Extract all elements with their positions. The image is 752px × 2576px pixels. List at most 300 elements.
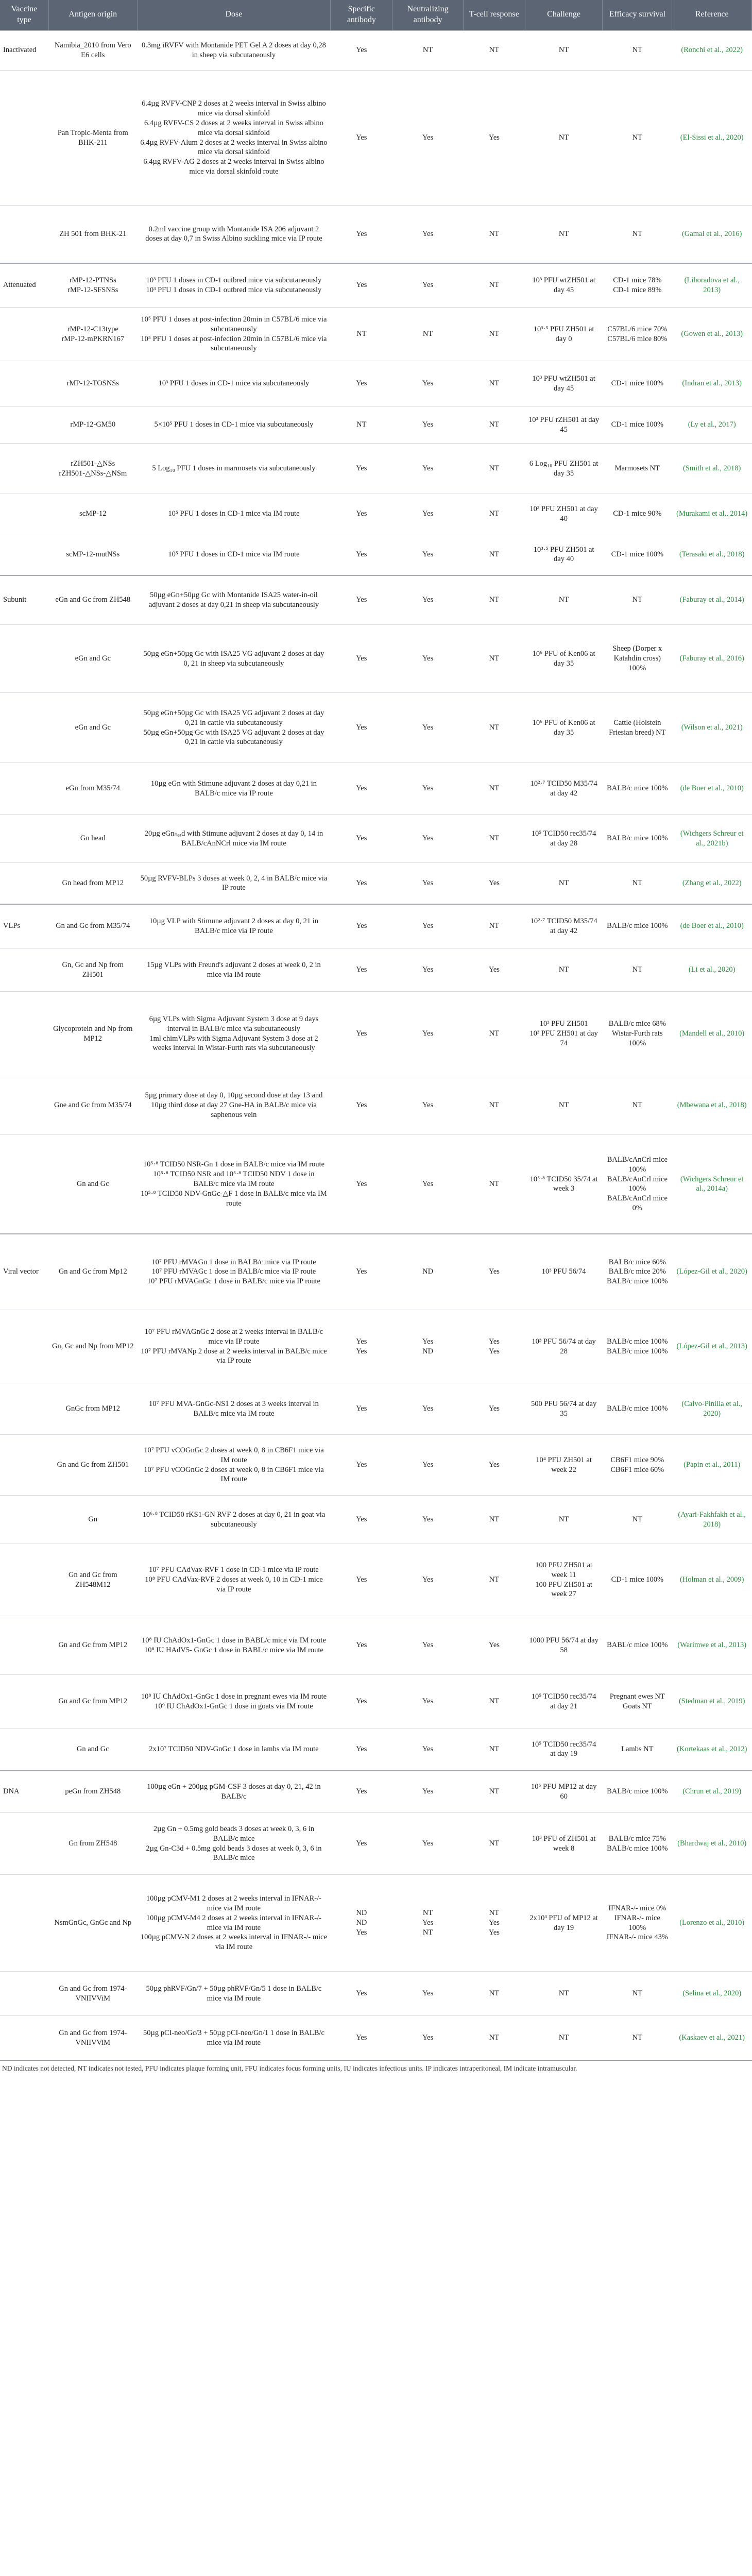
specific-antibody-line: ND [356,1909,367,1918]
table-row [0,1383,752,1435]
efficacy-survival-line: BALB/c mice 100% [607,1844,668,1853]
neutralizing-antibody-cell [392,494,463,534]
efficacy-survival-line: NT [632,965,642,974]
antigen-origin-cell [48,2016,137,2060]
t-cell-response-cell [463,308,525,361]
table-row [0,1076,752,1135]
dose-line: 0.2ml vaccine group with Montanide ISA 206 adjuvant 2 doses at day 0,7 in Swiss Albino suckling mice via IP route [145,225,322,243]
t-response-cell-line: Yes [488,1347,500,1355]
t-cell-response-cell [463,1496,525,1544]
neutralizing-antibody-line: Yes [422,596,434,604]
neutralizing-antibody-cell [392,948,463,992]
antigen-origin-cell [48,1771,137,1813]
efficacy-survival-cell [603,1135,672,1234]
table-row [0,494,752,534]
specific-antibody-line: Yes [356,1989,367,1998]
antigen-origin-cell [48,1675,137,1728]
t-cell-response-cell [463,361,525,406]
neutralizing-antibody-line: Yes [422,1404,434,1413]
efficacy-survival-line: Cattle (Holstein Friesian breed) NT [609,718,666,737]
vaccine-type-cell [0,361,48,406]
neutralizing-antibody-line: Yes [422,723,434,732]
challenge-cell [525,948,602,992]
neutralizing-antibody-cell [392,992,463,1076]
vaccine-type-cell [0,1435,48,1496]
specific-antibody-line: Yes [356,1179,367,1188]
efficacy-survival-line: Lambs NT [621,1744,654,1753]
dose-cell [137,30,331,71]
efficacy-survival-cell [603,693,672,763]
challenge-cell [525,992,602,1076]
challenge-cell [525,494,602,534]
neutralizing-antibody-cell [392,1383,463,1435]
neutralizing-antibody-line: Yes [422,379,434,388]
challenge-line: 10⁶ PFU of Ken06 at day 35 [532,718,595,737]
reference-line: (Gamal et al., 2016) [682,229,742,238]
efficacy-survival-line: BALB/c mice 100% [607,1337,668,1346]
challenge-line: NT [558,46,569,55]
t-response-cell-line: Yes [488,965,500,974]
reference-line: (Wichgers Schreur et al., 2014a) [680,1175,744,1193]
efficacy-survival-cell [603,1813,672,1875]
reference-line: (de Boer et al., 2010) [680,922,744,930]
challenge-line: 10⁵ TCID50 rec35/74 at day 19 [531,1740,596,1758]
efficacy-survival-cell [603,1675,672,1728]
table-row [0,263,752,308]
antigen-origin-line: peGn from ZH548 [65,1787,121,1796]
challenge-line: 10³·⁵ PFU ZH501 at day 0 [533,325,594,343]
neutralizing-antibody-line: Yes [422,965,434,974]
reference-line: (Kortekaas et al., 2012) [676,1744,747,1753]
challenge-cell [525,1435,602,1496]
neutralizing-antibody-line: ND [422,1347,434,1355]
efficacy-survival-line: BABL/c mice 100% [607,1641,668,1650]
efficacy-survival-line: Sheep (Dorper x Katahdin cross) 100% [612,645,662,673]
specific-antibody-cell [331,693,392,763]
challenge-line: 10³ PFU ZH501 at day 74 [529,1029,598,1048]
antigen-origin-cell [48,815,137,863]
dose-line: 6.4µg RVFV-AG 2 doses at 2 weeks interval in Swiss albino mice via dorsal skinfold route [143,158,324,176]
reference-line: (Kaskaev et al., 2021) [679,2033,745,2042]
t-response-cell-line: Yes [488,1337,500,1346]
specific-antibody-line: Yes [356,878,367,887]
dose-cell [137,693,331,763]
vaccine-type-cell [0,1813,48,1875]
antigen-origin-line: rMP-12-C13type [67,325,118,333]
t-response-cell-line: NT [489,1179,500,1188]
challenge-line: 10⁵·⁸ TCID50 35/74 at week 3 [529,1175,598,1193]
antigen-origin-line: ZH 501 from BHK-21 [59,229,127,238]
t-response-cell-line: NT [489,654,500,663]
challenge-line: 10³ PFU ZH501 at day 40 [529,504,598,523]
dose-line: 5µg primary dose at day 0, 10µg second dose at day 13 and 10µg third dose at day 27 Gne-HA in BALB/c mice via saphenous vein [145,1091,323,1120]
antigen-origin-cell [48,1813,137,1875]
antigen-origin-cell [48,308,137,361]
column-header: T-cell response [463,0,525,30]
vaccine-type-cell [0,763,48,815]
reference-line: (Li et al., 2020) [688,965,736,974]
efficacy-survival-cell [603,1383,672,1435]
vaccine-type-cell [0,206,48,263]
t-cell-response-cell [463,1076,525,1135]
specific-antibody-cell [331,361,392,406]
specific-antibody-line: Yes [356,654,367,663]
challenge-cell [525,263,602,308]
challenge-line: 100 PFU ZH501 at week 27 [535,1580,592,1599]
neutralizing-antibody-line: Yes [422,1461,434,1469]
antigen-origin-line: rMP-12-SFSNSs [67,285,118,294]
efficacy-survival-cell [603,1875,672,1972]
neutralizing-antibody-line: Yes [422,2033,434,2042]
t-response-cell-line: NT [489,550,500,558]
neutralizing-antibody-cell [392,1544,463,1616]
t-response-cell-line: NT [489,1697,500,1706]
neutralizing-antibody-line: Yes [422,1515,434,1524]
challenge-line: 10⁵ TCID50 rec35/74 at day 28 [531,829,596,848]
challenge-cell [525,406,602,444]
dose-cell [137,406,331,444]
antigen-origin-line: Gn and Gc [76,1179,109,1188]
dose-cell [137,1616,331,1675]
specific-antibody-line: Yes [356,1461,367,1469]
antigen-origin-line: rMP-12-mPKRN167 [61,334,125,343]
reference-cell [672,992,752,1076]
neutralizing-antibody-cell [392,863,463,904]
t-response-cell-line: NT [489,1989,500,1998]
dose-cell [137,904,331,948]
reference-line: (Lihoradova et al., 2013) [684,276,740,294]
challenge-cell [525,815,602,863]
t-cell-response-cell [463,1383,525,1435]
reference-line: (Ronchi et al., 2022) [681,46,743,55]
reference-line: (Calvo-Pinilla et al., 2020) [681,1399,742,1418]
specific-antibody-line: Yes [356,1575,367,1584]
table-row [0,1875,752,1972]
antigen-origin-cell [48,625,137,693]
vaccine-type-cell [0,71,48,206]
efficacy-survival-cell [603,1076,672,1135]
efficacy-survival-line: BALB/c mice 100% [607,1787,668,1796]
table-row [0,534,752,575]
dose-cell [137,263,331,308]
neutralizing-antibody-cell [392,763,463,815]
antigen-origin-line: eGn from M35/74 [65,784,121,793]
t-cell-response-cell [463,1310,525,1383]
reference-line: (de Boer et al., 2010) [680,784,744,793]
specific-antibody-line: Yes [356,1347,367,1355]
antigen-origin-line: Namibia_2010 from Vero E6 cells [54,41,131,59]
specific-antibody-cell [331,1875,392,1972]
challenge-cell [525,1544,602,1616]
table-row [0,1675,752,1728]
dose-line: 10⁷ PFU MVA-GnGc-NS1 2 doses at 3 weeks interval in BALB/c mice via IM route [149,1399,319,1418]
table-row [0,948,752,992]
antigen-origin-cell [48,1435,137,1496]
challenge-line: 2x10³ PFU of MP12 at day 19 [529,1913,598,1932]
vaccine-type-cell [0,1544,48,1616]
specific-antibody-cell [331,1972,392,2016]
specific-antibody-line: Yes [356,1839,367,1848]
specific-antibody-line: Yes [356,723,367,732]
efficacy-survival-line: NT [632,878,642,887]
challenge-cell [525,693,602,763]
neutralizing-antibody-line: NT [422,46,433,55]
antigen-origin-line: rMP-12-GM50 [70,420,116,429]
antigen-origin-line: Gn head from MP12 [62,878,124,887]
efficacy-survival-line: BALB/c mice 100% [607,834,668,843]
antigen-origin-line: Gn and Gc from MP12 [58,1697,128,1706]
column-header: Dose [137,0,331,30]
efficacy-survival-line: BALB/c mice 68% [608,1020,666,1028]
t-cell-response-cell [463,625,525,693]
challenge-line: 10³ PFU wtZH501 at day 45 [532,276,595,294]
antigen-origin-cell [48,30,137,71]
efficacy-survival-line: NT [632,229,642,238]
reference-cell [672,1972,752,2016]
challenge-line: 10²·⁷ TCID50 M35/74 at day 42 [530,779,597,798]
table-row [0,1771,752,1813]
specific-antibody-line: Yes [356,922,367,930]
neutralizing-antibody-line: Yes [422,133,434,142]
neutralizing-antibody-line: Yes [422,922,434,930]
specific-antibody-cell [331,308,392,361]
challenge-cell [525,1135,602,1234]
vaccine-type-cell [0,1076,48,1135]
dose-cell [137,992,331,1076]
neutralizing-antibody-cell [392,263,463,308]
specific-antibody-cell [331,863,392,904]
specific-antibody-cell [331,494,392,534]
antigen-origin-line: eGn and Gc from ZH548 [55,596,131,604]
challenge-line: 10³ PFU 56/74 [541,1267,586,1276]
reference-cell [672,494,752,534]
reference-line: (Holman et al., 2009) [679,1575,744,1584]
dose-cell [137,1496,331,1544]
t-response-cell-line: NT [489,784,500,793]
reference-cell [672,263,752,308]
challenge-cell [525,863,602,904]
reference-line: (Chrun et al., 2019) [682,1787,742,1796]
challenge-cell [525,1972,602,2016]
specific-antibody-line: Yes [356,379,367,388]
challenge-line: NT [558,1101,569,1110]
antigen-origin-line: Gn and Gc from ZH548M12 [68,1570,117,1589]
efficacy-survival-line: IFNAR-/- mice 100% [614,1913,660,1932]
dose-cell [137,1675,331,1728]
reference-line: (Bhardwaj et al., 2010) [677,1839,747,1848]
challenge-cell [525,1076,602,1135]
column-header: Challenge [525,0,602,30]
neutralizing-antibody-cell [392,1496,463,1544]
antigen-origin-cell [48,406,137,444]
challenge-line: 500 PFU 56/74 at day 35 [531,1399,597,1418]
specific-antibody-cell [331,992,392,1076]
column-header: Efficacy survival [603,0,672,30]
antigen-origin-line: Gn and Gc from MP12 [58,1641,128,1650]
specific-antibody-line: Yes [356,1744,367,1753]
t-response-cell-line: NT [489,723,500,732]
vaccine-type-cell [0,308,48,361]
specific-antibody-cell [331,1675,392,1728]
t-response-cell-line: NT [489,1839,500,1848]
efficacy-survival-line: BALB/c mice 100% [607,1404,668,1413]
antigen-origin-line: GnGc from MP12 [65,1404,121,1413]
neutralizing-antibody-line: Yes [422,464,434,473]
t-cell-response-cell [463,693,525,763]
vaccine-type-cell [0,406,48,444]
challenge-cell [525,1875,602,1972]
dose-line: 6.4µg RVFV-CNP 2 doses at 2 weeks interval in Swiss albino mice via dorsal skinfold [142,99,326,118]
reference-cell [672,1675,752,1728]
neutralizing-antibody-line: Yes [422,281,434,290]
reference-line: (Smith et al., 2018) [683,464,741,473]
neutralizing-antibody-line: Yes [422,1575,434,1584]
challenge-line: 10³ PFU ZH501 [539,1020,588,1028]
reference-cell [672,815,752,863]
antigen-origin-line: NsmGnGc, GnGc and Np [54,1919,132,1927]
antigen-origin-cell [48,1544,137,1616]
dose-line: 50µg RVFV-BLPs 3 doses at week 0, 2, 4 in BALB/c mice via IP route [140,874,328,892]
antigen-origin-cell [48,1728,137,1771]
efficacy-survival-cell [603,361,672,406]
dose-cell [137,2016,331,2060]
vaccine-type-cell: Attenuated [0,263,48,308]
neutralizing-antibody-cell [392,575,463,625]
vaccine-type-cell [0,1675,48,1728]
antigen-origin-cell [48,361,137,406]
reference-cell [672,1544,752,1616]
specific-antibody-cell [331,1435,392,1496]
efficacy-survival-line: IFNAR-/- mice 0% [608,1904,666,1912]
vaccine-type-cell [0,1875,48,1972]
vaccine-type-cell [0,815,48,863]
vaccine-type-cell [0,1728,48,1771]
dose-cell [137,948,331,992]
challenge-cell [525,625,602,693]
efficacy-survival-line: C57BL/6 mice 70% [607,325,668,333]
neutralizing-antibody-cell [392,206,463,263]
challenge-cell [525,1310,602,1383]
efficacy-survival-cell [603,1616,672,1675]
neutralizing-antibody-line: Yes [422,420,434,429]
challenge-cell [525,1813,602,1875]
t-response-cell-line: NT [489,1787,500,1796]
reference-line: (Ayari-Fakhfakh et al., 2018) [678,1510,746,1529]
reference-cell [672,625,752,693]
reference-cell [672,2016,752,2060]
efficacy-survival-cell [603,815,672,863]
table-row [0,1435,752,1496]
dose-line: 5×10⁵ PFU 1 doses in CD-1 mice via subcutaneously [154,420,314,429]
t-cell-response-cell [463,71,525,206]
reference-line: (Terasaki et al., 2018) [679,550,745,558]
table-row [0,693,752,763]
t-response-cell-line: NT [489,510,500,518]
column-header: Neutralizing antibody [392,0,463,30]
t-cell-response-cell [463,948,525,992]
dose-line: 6.4µg RVFV-CS 2 doses at 2 weeks interval in Swiss albino mice via dorsal skinfold [144,118,323,137]
specific-antibody-cell [331,406,392,444]
specific-antibody-line: Yes [356,784,367,793]
challenge-line: NT [558,965,569,974]
challenge-cell [525,1383,602,1435]
dose-cell [137,1234,331,1310]
reference-line: (Stedman et al., 2019) [678,1697,745,1706]
neutralizing-antibody-cell [392,71,463,206]
t-response-cell-line: NT [489,2033,500,2042]
antigen-origin-cell [48,1875,137,1972]
t-cell-response-cell [463,1813,525,1875]
antigen-origin-line: Gn and Gc from Mp12 [58,1267,127,1276]
dose-line: 20µg eGnₕₑₐd with Stimune adjuvant 2 doses at day 0, 14 in BALB/cAnNCrl mice via IM route [144,829,323,848]
dose-line: 5 Log₁₀ PFU 1 doses in marmosets via subcutaneously [152,464,316,473]
t-cell-response-cell [463,1135,525,1234]
reference-cell [672,1728,752,1771]
vaccine-type-cell [0,1383,48,1435]
antigen-origin-line: Gn, Gc and Np from ZH501 [62,960,124,979]
dose-line: 50µg pCI-neo/Gc/3 + 50µg pCI-neo/Gn/1 1 dose in BALB/c mice via IM route [143,2028,324,2047]
vaccine-type-cell [0,494,48,534]
reference-cell [672,1496,752,1544]
efficacy-survival-line: BALB/cAnCrl mice 100% [607,1175,668,1193]
dose-line: 0.3mg iRVFV with Montanide PET Gel A 2 doses at day 0,28 in sheep via subcutaneously [141,41,326,59]
specific-antibody-cell [331,1310,392,1383]
neutralizing-antibody-cell [392,361,463,406]
table-row [0,1728,752,1771]
neutralizing-antibody-cell [392,815,463,863]
neutralizing-antibody-line: Yes [422,229,434,238]
reference-cell [672,444,752,494]
efficacy-survival-line: NT [632,1101,642,1110]
reference-line: (López-Gil et al., 2013) [676,1342,747,1351]
efficacy-survival-cell [603,904,672,948]
t-cell-response-cell [463,1675,525,1728]
efficacy-survival-line: NT [632,133,642,142]
efficacy-survival-cell [603,1972,672,2016]
challenge-line: NT [558,596,569,604]
t-response-cell-line: NT [489,1515,500,1524]
efficacy-survival-cell [603,1544,672,1616]
dose-line: 10⁷ PFU rMVAGn 1 dose in BALB/c mice via IP route [151,1258,316,1266]
t-response-cell-line: Yes [488,1267,500,1276]
dose-cell [137,575,331,625]
neutralizing-antibody-cell [392,2016,463,2060]
dose-cell [137,1135,331,1234]
reference-line: (Mandell et al., 2010) [679,1029,745,1038]
t-cell-response-cell [463,1875,525,1972]
neutralizing-antibody-line: Yes [422,1744,434,1753]
efficacy-survival-line: NT [632,596,642,604]
table-row [0,361,752,406]
challenge-line: 10³ PFU wtZH501 at day 45 [532,374,595,393]
efficacy-survival-line: CD-1 mice 100% [611,379,664,388]
dose-line: 2µg Gn-C3d + 0.5mg gold beads 3 doses at week 0, 3, 6 in BALB/c mice [146,1844,322,1862]
dose-cell [137,1771,331,1813]
antigen-origin-cell [48,206,137,263]
specific-antibody-cell [331,1496,392,1544]
vaccine-type-cell [0,992,48,1076]
vaccine-type-cell [0,948,48,992]
table-row [0,863,752,904]
challenge-cell [525,1496,602,1544]
challenge-cell [525,1675,602,1728]
antigen-origin-line: Gn from ZH548 [69,1839,117,1848]
vaccine-type-cell [0,444,48,494]
vaccine-type-cell [0,863,48,904]
challenge-line: NT [558,133,569,142]
antigen-origin-line: Gn head [80,834,106,843]
neutralizing-antibody-cell [392,30,463,71]
